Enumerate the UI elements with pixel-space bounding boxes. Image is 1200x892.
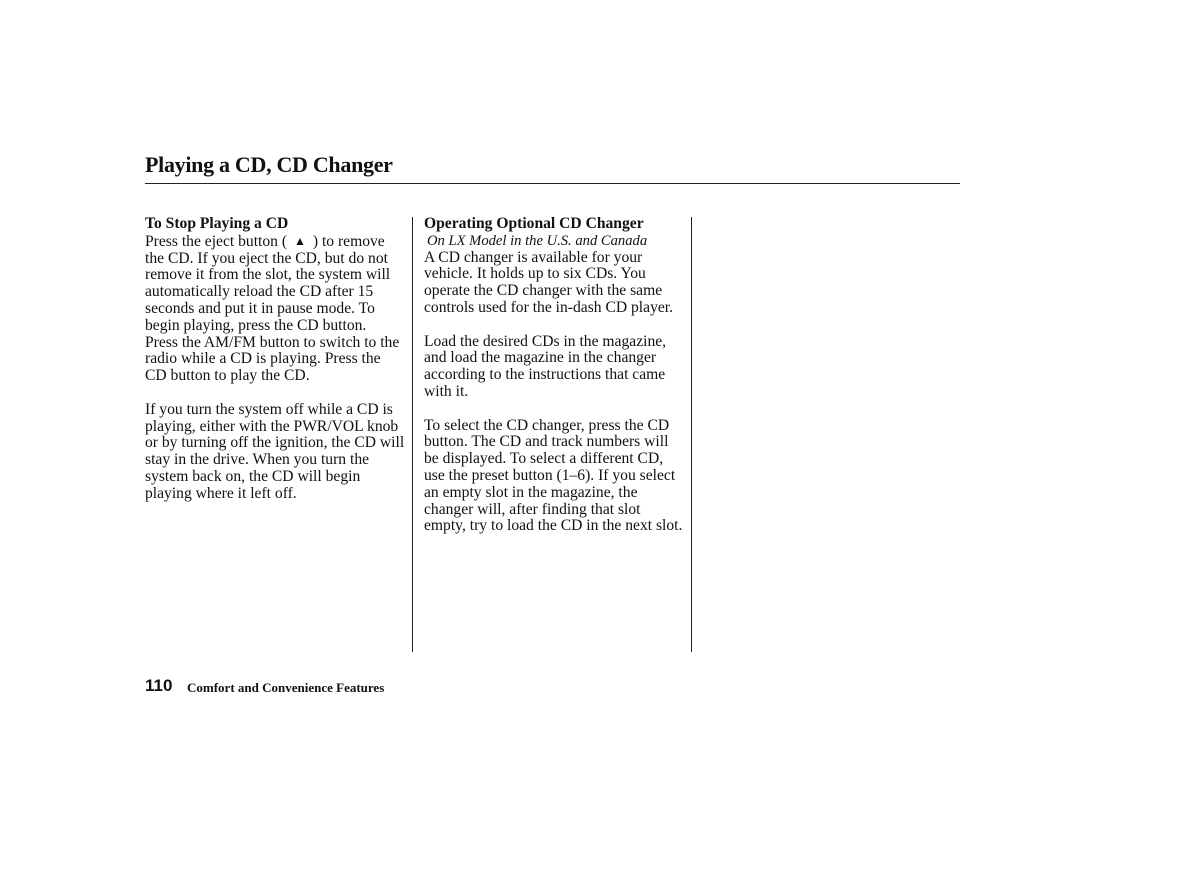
eject-text-after: ) to remove the CD. If you eject the CD, but do not remove it from the slot, the system will automatically reload the CD after 15 seconds and put it in pause mode. To begin playing, press the CD button. [145, 232, 391, 334]
stop-playing-heading: To Stop Playing a CD [145, 215, 289, 232]
left-column [145, 216, 405, 503]
changer-intro-paragraph: A CD changer is available for your vehicle. It holds up to six CDs. You operate the CD changer with the same controls used for the in-dash CD player. [424, 248, 674, 316]
eject-icon: ▲ [294, 233, 306, 248]
eject-text-before: Press the eject button ( [145, 232, 291, 250]
title-rule [145, 183, 960, 184]
column-divider-left [412, 217, 413, 652]
load-magazine-paragraph: Load the desired CDs in the magazine, and load the magazine in the changer according to the instructions that came with it. [424, 332, 667, 400]
section-name: Comfort and Convenience Features [187, 680, 385, 695]
page-title: Playing a CD, CD Changer [145, 152, 393, 177]
model-subheading: On LX Model in the U.S. and Canada [427, 232, 648, 249]
system-off-paragraph: If you turn the system off while a CD is playing, either with the PWR/VOL knob or by turning off the ignition, the CD will stay in the drive. When you turn the system back on, the CD will begin playing where it left off. [145, 400, 405, 502]
eject-paragraph [145, 233, 405, 335]
middle-column [424, 216, 686, 535]
cd-changer-heading: Operating Optional CD Changer [424, 215, 644, 232]
select-changer-paragraph: To select the CD changer, press the CD button. The CD and track numbers will be displayed. To select a different CD, use the preset button (1–6). If you select an empty slot in the magazine, the changer will, after finding that slot empty, try to load the CD in the next slot. [424, 416, 683, 535]
page-number: 110 [145, 676, 173, 695]
column-divider-right [691, 217, 692, 652]
am-fm-paragraph: Press the AM/FM button to switch to the radio while a CD is playing. Press the CD button to play the CD. [145, 333, 400, 385]
